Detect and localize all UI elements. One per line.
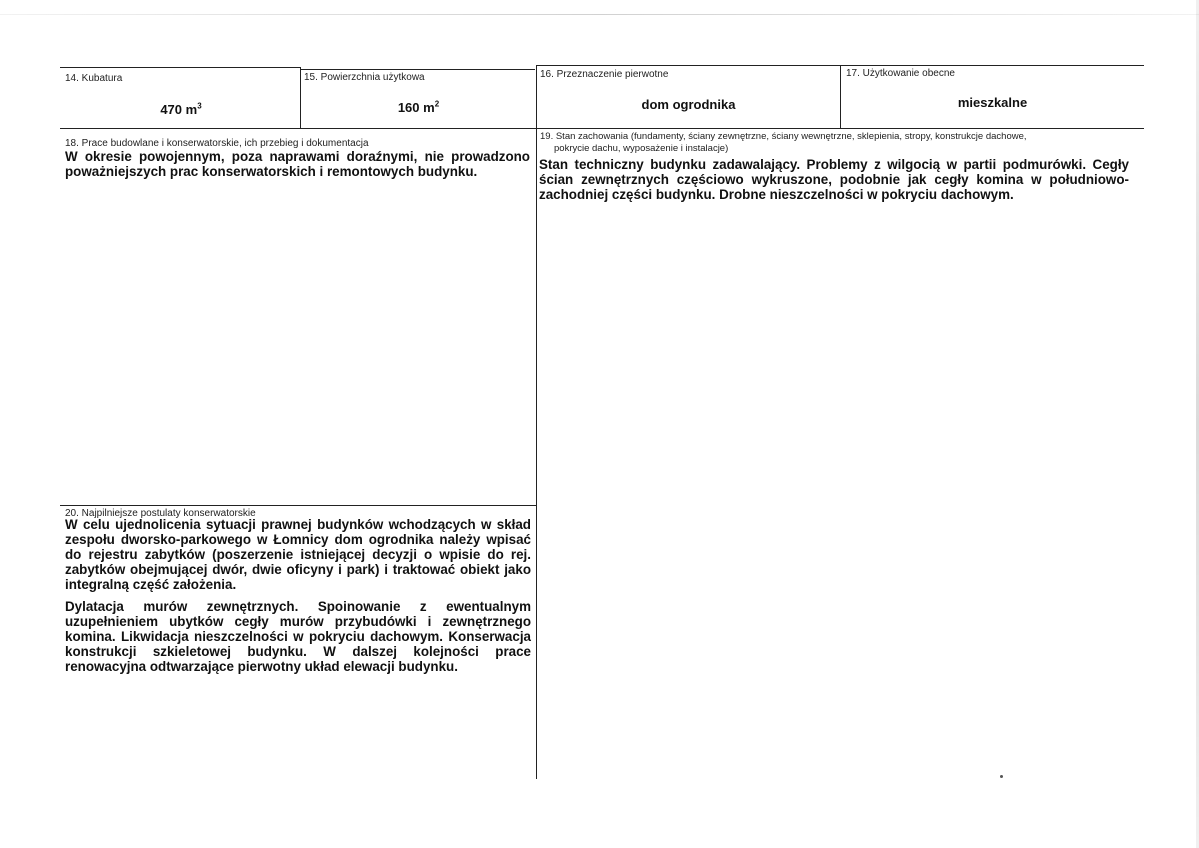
field-text: Stan techniczny budynku zadawalający. Problemy z wilgocią w partii podmurówki. Cegły ścian zewnętrznych częściowo wykruszone, podobnie jak cegły komina w południowo-zachodniej części budynku. Drobne nieszczelności w pokryciu dachowym. <box>539 157 1129 202</box>
field-prace-budowlane <box>62 130 530 500</box>
field-text: W okresie powojennym, poza naprawami doraźnymi, nie prowadzono poważniejszych prac konserwatorskich i remontowych budynku. <box>65 149 530 179</box>
scan-speck <box>1000 775 1003 778</box>
field-label: 17. Użytkowanie obecne <box>846 68 955 79</box>
field-value <box>62 102 300 117</box>
scan-edge-top <box>0 14 1199 15</box>
field-powierzchnia <box>301 70 536 128</box>
rule-row-1 <box>60 128 1144 129</box>
field-label: 18. Prace budowlane i konserwatorskie, ich przebieg i dokumentacja <box>65 138 369 149</box>
field-value <box>301 100 536 115</box>
field-przeznaczenie <box>537 66 840 128</box>
field-label: 16. Przeznaczenie pierwotne <box>540 69 669 80</box>
field-label: 20. Najpilniejsze postulaty konserwatorskie <box>65 508 256 519</box>
volume-value: 470 m <box>160 102 198 117</box>
unit-superscript: 3 <box>197 101 202 111</box>
field-value: dom ogrodnika <box>641 97 736 112</box>
field-label-continued: pokrycie dachu, wyposażenie i instalacje) <box>554 143 729 154</box>
rule-row-18-20 <box>60 505 536 506</box>
field-text-2: Dylatacja murów zewnętrznych. Spoinowanie z ewentualnym uzupełnieniem ubytków cegły murów przybudówki i zewnętrznego komina. Likwidacja nieszczelności w pokryciu dachowym. Konserwacja konstrukcji szkieletowej budynku. W dalszej kolejności prace renowacyjna odtwarzające pierwotny układ elewacji budynku. <box>65 599 531 674</box>
area-value: 160 m <box>397 100 435 115</box>
unit-superscript: 2 <box>434 99 440 109</box>
field-value: mieszkalne <box>957 95 1028 110</box>
field-stan-zachowania <box>537 130 1144 770</box>
field-label: 15. Powierzchnia użytkowa <box>304 72 425 83</box>
field-uzytkowanie <box>841 66 1144 128</box>
field-label: 14. Kubatura <box>65 73 123 84</box>
field-postulaty <box>62 507 532 777</box>
field-label: 19. Stan zachowania (fundamenty, ściany zewnętrzne, ściany wewnętrzne, sklepienia, stropy, konstrukcje dachowe, <box>540 131 1027 142</box>
field-kubatura <box>62 69 300 128</box>
rule-top-14 <box>60 67 300 68</box>
field-text-1: W celu ujednolicenia sytuacji prawnej budynków wchodzących w skład zespołu dworsko-parkowego w Łomnicy dom ogrodnika należy wpisać do rejestru zabytków (poszerzenie istniejącej decyzji o wpisie do rej. zabytków obejmującej dwór, dwie oficyny i park) i traktować obiekt jako integralną część założenia. <box>65 517 531 592</box>
